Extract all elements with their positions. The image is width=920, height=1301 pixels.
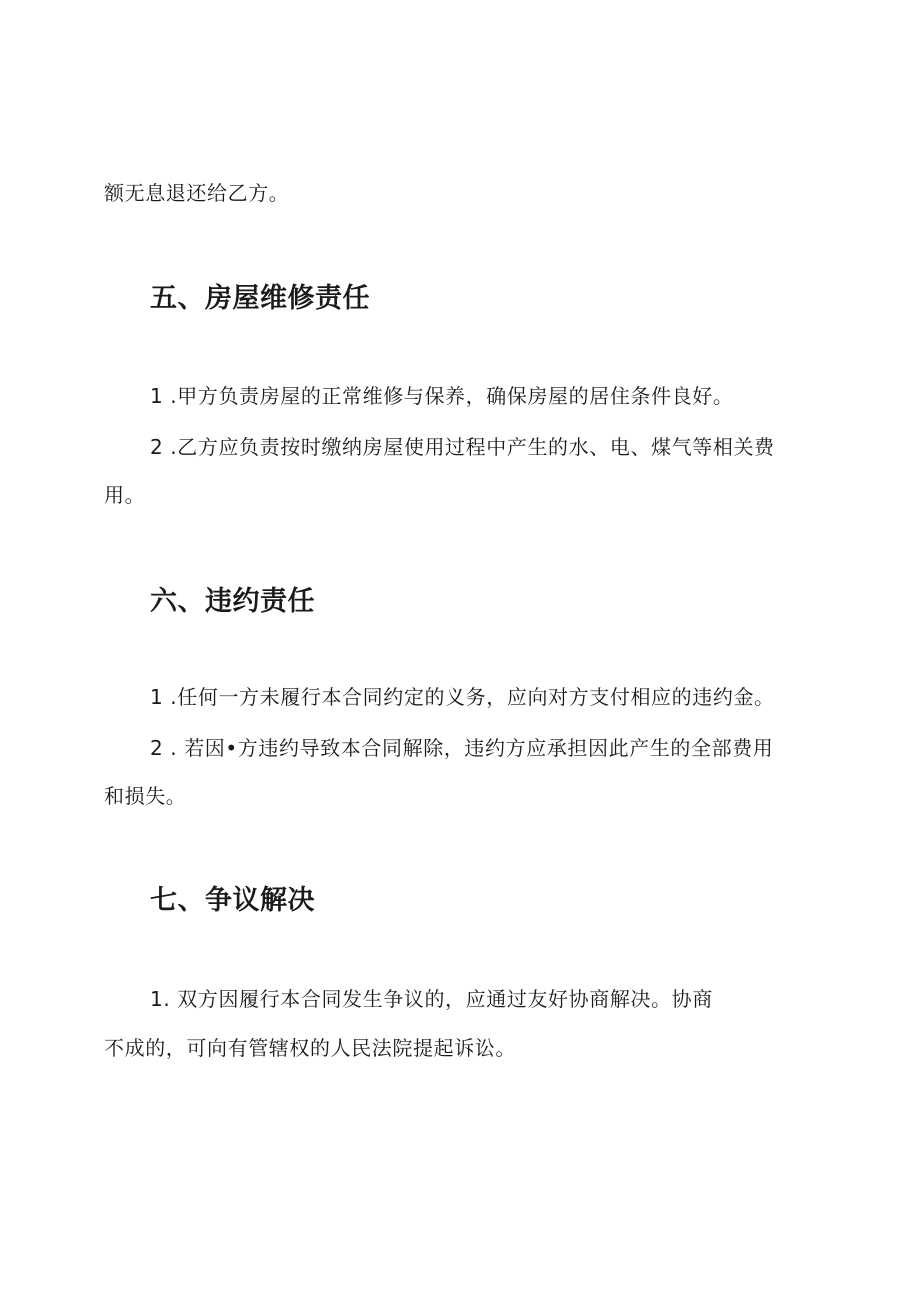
clause-7-1-line-2: 不成的，可向有管辖权的人民法院提起诉讼。 <box>104 1036 516 1060</box>
clause-5-2-line-1: 2 .乙方应负责按时缴纳房屋使用过程中产生的水、电、煤气等相关费 <box>150 435 775 459</box>
clause-6-2-line-1: 2 . 若因•方违约导致本合同解除，违约方应承担因此产生的全部费用 <box>150 736 774 760</box>
clause-6-1: 1 .任何一方未履行本合同约定的义务，应向对方支付相应的违约金。 <box>150 685 775 709</box>
clause-5-2-line-2: 用。 <box>104 483 146 507</box>
section-heading-7: 七、争议解决 <box>150 885 315 916</box>
continuation-text: 额无息退还给乙方。 <box>104 181 290 205</box>
clause-6-2-line-2: 和损失。 <box>104 784 187 808</box>
section-heading-6: 六、违约责任 <box>150 586 315 617</box>
clause-7-1-line-1: 1. 双方因履行本合同发生争议的，应通过友好协商解决。协商 <box>150 987 713 1011</box>
section-heading-5: 五、房屋维修责任 <box>150 283 370 314</box>
clause-5-1: 1 .甲方负责房屋的正常维修与保养，确保房屋的居住条件良好。 <box>150 384 734 408</box>
